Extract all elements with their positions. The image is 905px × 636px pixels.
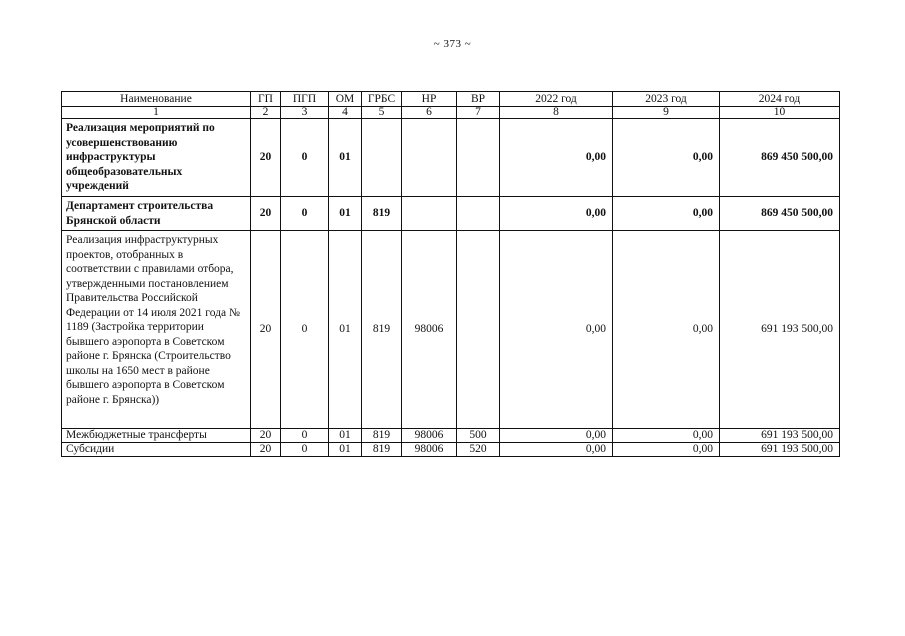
amount-2023: 0,00 [613,429,720,443]
amount-2023: 0,00 [613,231,720,429]
vr-cell [457,119,500,197]
grbs-cell: 819 [362,197,402,231]
amount-2023: 0,00 [613,119,720,197]
gp-cell: 20 [251,119,281,197]
column-header: Наименование [62,92,251,107]
nr-cell: 98006 [402,429,457,443]
om-cell: 01 [329,231,362,429]
nr-cell: 98006 [402,443,457,457]
om-cell: 01 [329,119,362,197]
column-header: ГРБС [362,92,402,107]
amount-2022: 0,00 [500,429,613,443]
row-name: Реализация мероприятий по усовершенствованию инфраструктуры общеобразовательных учреждений [62,119,251,197]
amount-2022: 0,00 [500,197,613,231]
column-number: 6 [402,107,457,119]
column-number: 9 [613,107,720,119]
amount-2024: 869 450 500,00 [720,119,840,197]
table-row [62,119,840,197]
om-cell: 01 [329,429,362,443]
pgp-cell: 0 [281,429,329,443]
amount-2024: 691 193 500,00 [720,443,840,457]
gp-cell: 20 [251,231,281,429]
amount-2024: 869 450 500,00 [720,197,840,231]
budget-table [61,91,840,457]
column-header: НР [402,92,457,107]
om-cell: 01 [329,197,362,231]
vr-cell: 520 [457,443,500,457]
table-row [62,197,840,231]
amount-2022: 0,00 [500,231,613,429]
column-header: ПГП [281,92,329,107]
row-name: Реализация инфраструктурных проектов, отобранных в соответствии с правилами отбора, утвержденными постановлением Правительства Российской Федерации от 14 июля 2021 года № 1189 (Застройка территории бывшего аэропорта в Советском районе г. Брянска (Строительство школы на 1650 мест в районе бывшего аэропорта в Советском районе г. Брянска)) [62,231,251,429]
column-number: 5 [362,107,402,119]
gp-cell: 20 [251,443,281,457]
column-number: 2 [251,107,281,119]
column-number-row [62,107,840,119]
nr-cell [402,197,457,231]
pgp-cell: 0 [281,197,329,231]
row-name: Межбюджетные трансферты [62,429,251,443]
amount-2022: 0,00 [500,443,613,457]
column-header: ВР [457,92,500,107]
vr-cell [457,197,500,231]
grbs-cell: 819 [362,231,402,429]
column-number: 3 [281,107,329,119]
table-row [62,429,840,443]
pgp-cell: 0 [281,231,329,429]
table-row [62,231,840,429]
header-row [62,92,840,107]
column-number: 1 [62,107,251,119]
amount-2024: 691 193 500,00 [720,429,840,443]
column-number: 7 [457,107,500,119]
table-row [62,443,840,457]
pgp-cell: 0 [281,443,329,457]
column-number: 4 [329,107,362,119]
column-header: 2023 год [613,92,720,107]
column-header: ОМ [329,92,362,107]
amount-2022: 0,00 [500,119,613,197]
column-number: 10 [720,107,840,119]
page-number: ~ 373 ~ [433,38,472,50]
grbs-cell: 819 [362,443,402,457]
column-number: 8 [500,107,613,119]
column-header: ГП [251,92,281,107]
amount-2023: 0,00 [613,197,720,231]
row-name: Департамент строительства Брянской области [62,197,251,231]
vr-cell: 500 [457,429,500,443]
om-cell: 01 [329,443,362,457]
pgp-cell: 0 [281,119,329,197]
gp-cell: 20 [251,429,281,443]
row-name: Субсидии [62,443,251,457]
grbs-cell: 819 [362,429,402,443]
grbs-cell [362,119,402,197]
vr-cell [457,231,500,429]
column-header: 2022 год [500,92,613,107]
amount-2024: 691 193 500,00 [720,231,840,429]
column-header: 2024 год [720,92,840,107]
amount-2023: 0,00 [613,443,720,457]
nr-cell [402,119,457,197]
gp-cell: 20 [251,197,281,231]
nr-cell: 98006 [402,231,457,429]
